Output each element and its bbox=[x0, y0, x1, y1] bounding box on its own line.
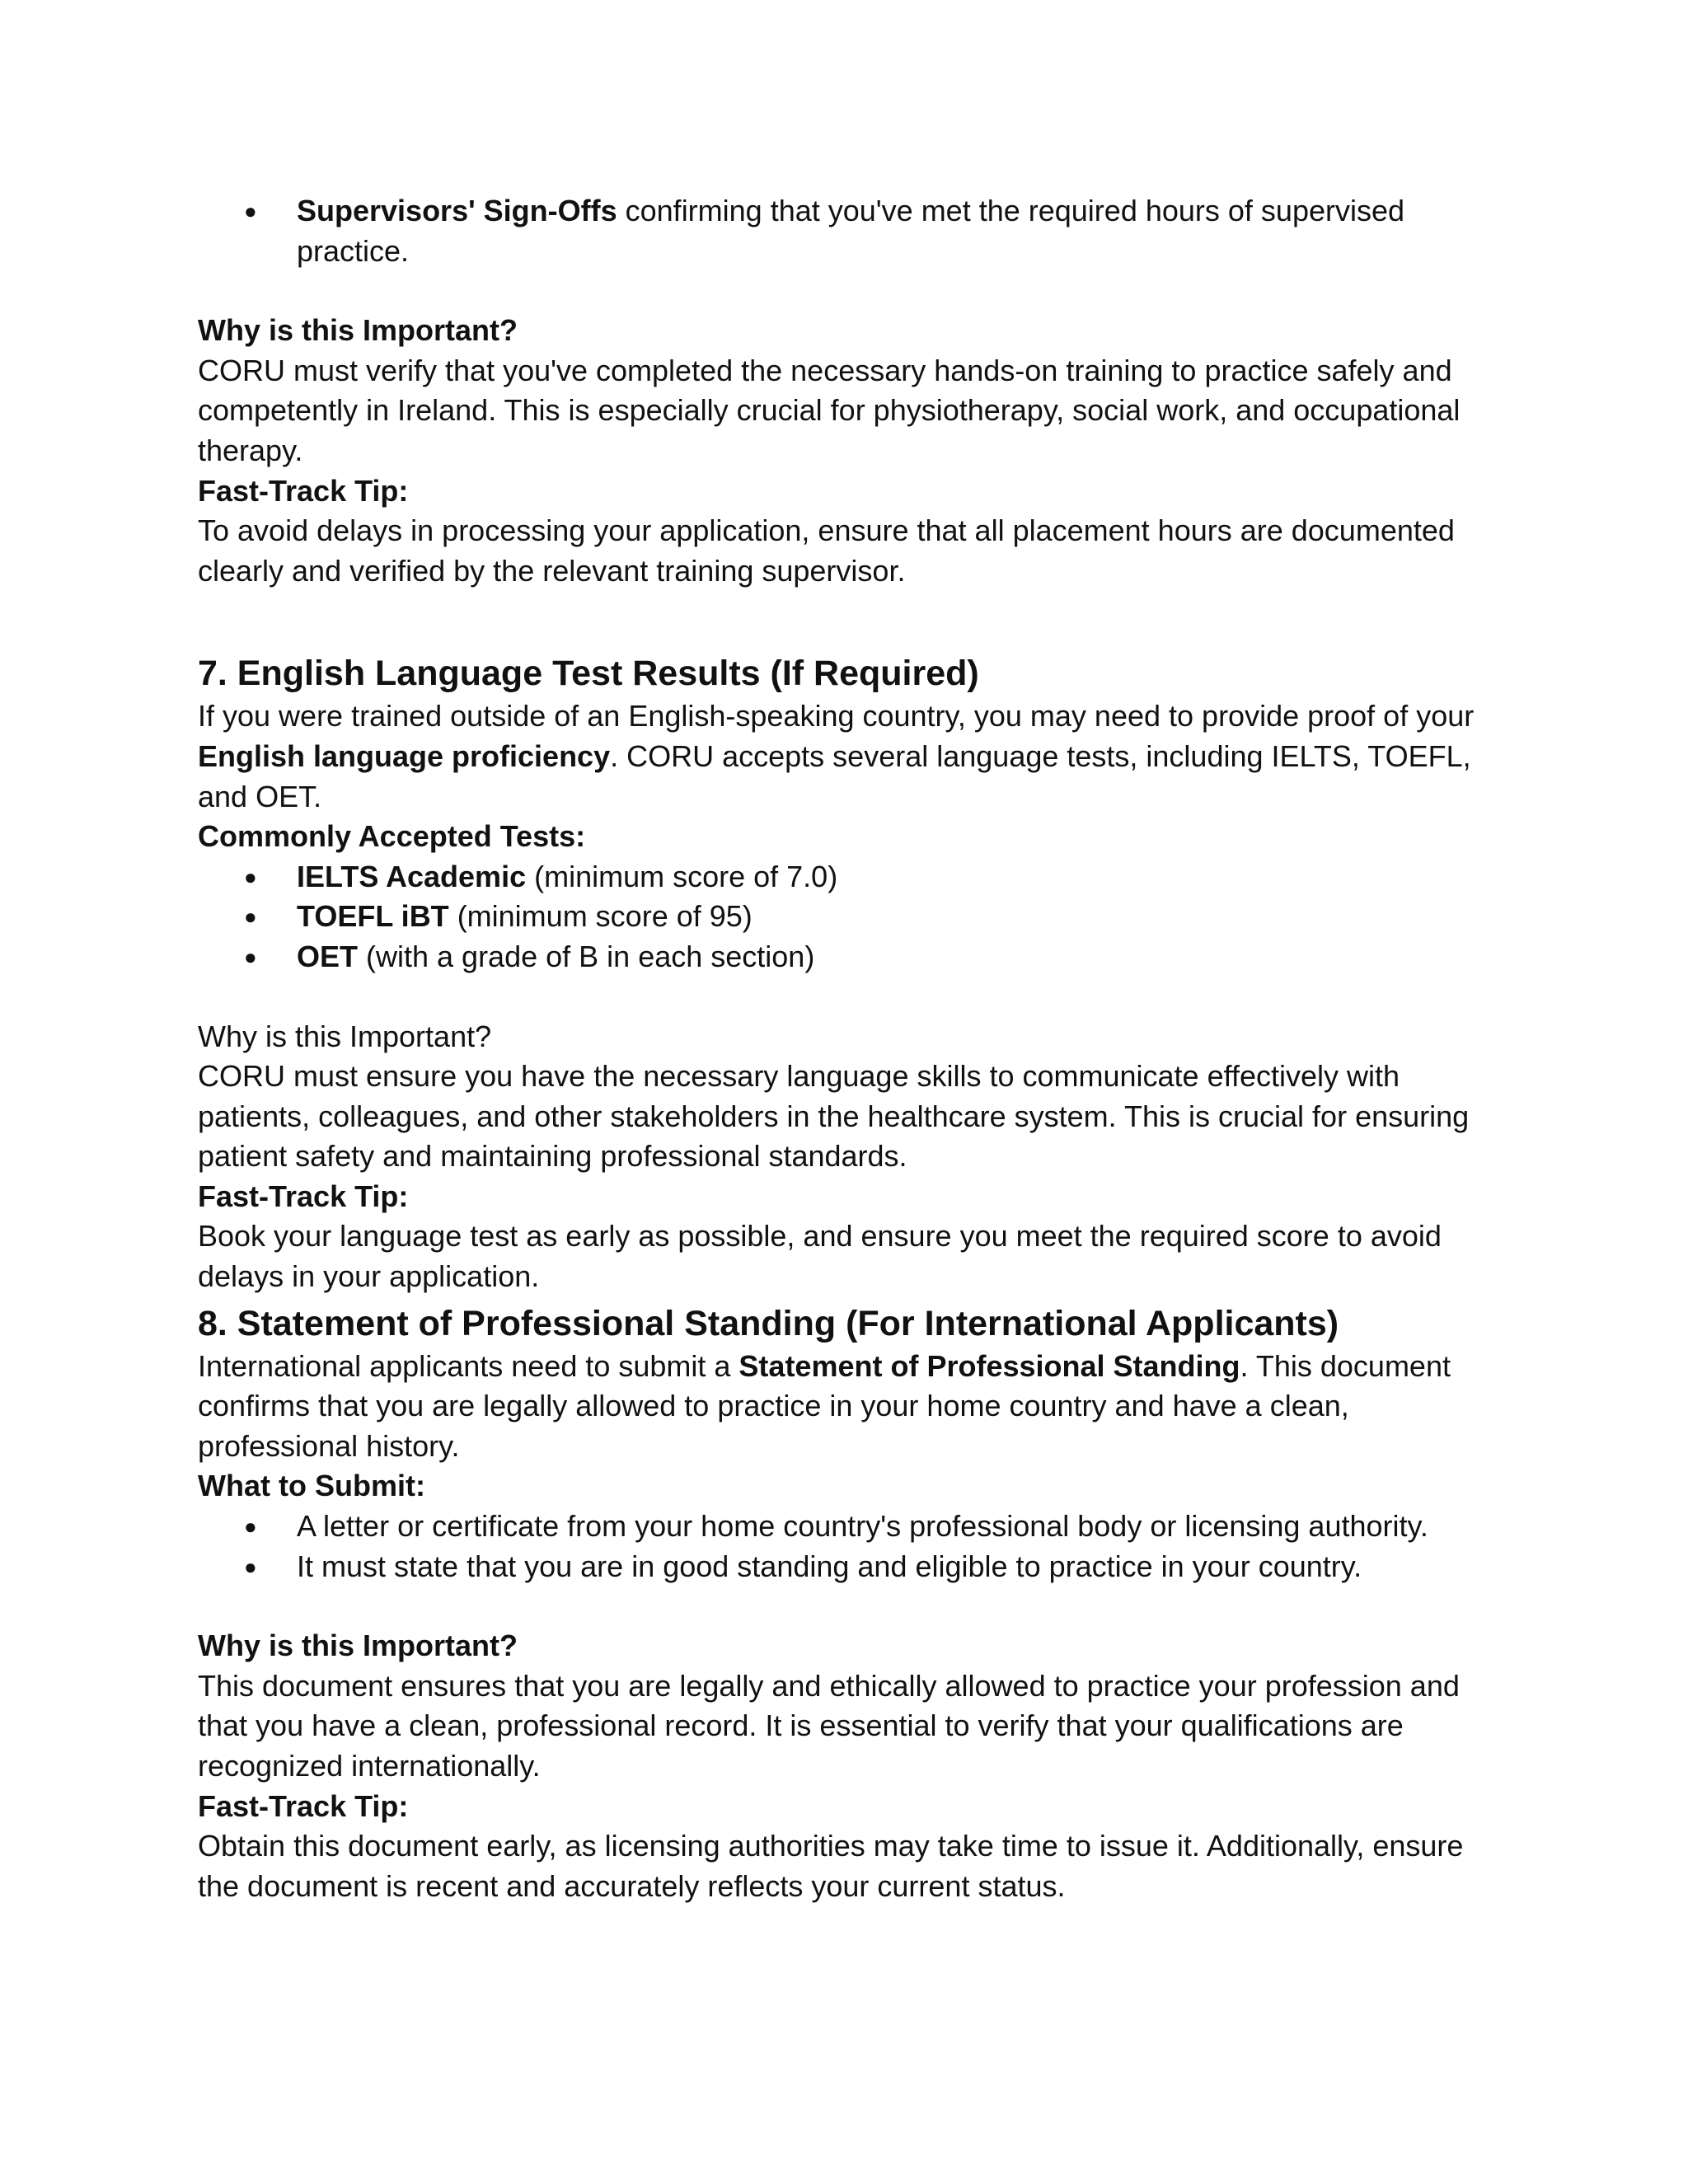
document-page bbox=[198, 191, 1500, 1906]
s6-tip-text: To avoid delays in processing your application, ensure that all placement hours are documented clearly and verified by the relevant training supervisor. bbox=[198, 513, 1455, 588]
s8-tip-heading: Fast-Track Tip: bbox=[198, 1788, 409, 1823]
list-item: ● It must state that you are in good standing and eligible to practice in your country. bbox=[198, 1547, 1500, 1587]
bullet-icon: ● bbox=[244, 199, 257, 223]
s8-tip-text: Obtain this document early, as licensing authorities may take time to issue it. Additionally, ensure the document is recent and accurately reflects your current status. bbox=[198, 1829, 1464, 1903]
section-7-heading: 7. English Language Test Results (If Required) bbox=[198, 654, 979, 694]
s7-why-heading: Why is this Important? bbox=[198, 1019, 492, 1053]
s8-intro: International applicants need to submit a Statement of Professional Standing. This document confirms that you are legally allowed to practice in your home country and have a clean, professional history. bbox=[198, 1348, 1451, 1463]
s6-why-heading: Why is this Important? bbox=[198, 313, 518, 348]
bullet-icon: ● bbox=[244, 1554, 257, 1579]
s7-tests-heading: Commonly Accepted Tests: bbox=[198, 819, 586, 854]
s7-intro: If you were trained outside of an English-speaking country, you may need to provide proof of your English language proficiency. CORU accepts several language tests, including IELTS, TOEFL, and OET. bbox=[198, 699, 1475, 813]
s8-submit-list bbox=[198, 1507, 1500, 1586]
bullet-icon: ● bbox=[244, 944, 257, 969]
s8-why-heading: Why is this Important? bbox=[198, 1629, 518, 1663]
bullet-icon: ● bbox=[244, 1514, 257, 1540]
list-item: ● Supervisors' Sign-Offs confirming that you've met the required hours of supervised practice. bbox=[198, 191, 1500, 271]
list-item: ● IELTS Academic (minimum score of 7.0) bbox=[198, 857, 1500, 898]
list-item: ● TOEFL iBT (minimum score of 95) bbox=[198, 897, 1500, 937]
s8-why-text: This document ensures that you are legally and ethically allowed to practice your profession and that you have a clean, professional record. It is essential to verify that your qualifications are recognized internationally. bbox=[198, 1668, 1460, 1783]
bullet-icon: ● bbox=[244, 904, 257, 930]
list-item: ● A letter or certificate from your home country's professional body or licensing authority. bbox=[198, 1507, 1500, 1547]
s6-tip-heading: Fast-Track Tip: bbox=[198, 473, 409, 508]
bullet-icon: ● bbox=[244, 864, 257, 889]
s7-why-text: CORU must ensure you have the necessary language skills to communicate effectively with patients, colleagues, and other stakeholders in the healthcare system. This is crucial for ensuring patient safety and maintaining professional standards. bbox=[198, 1059, 1470, 1174]
s7-tip-text: Book your language test as early as possible, and ensure you meet the required score to avoid delays in your application. bbox=[198, 1219, 1442, 1294]
bullet-list-top bbox=[198, 191, 1500, 271]
section-8-heading: 8. Statement of Professional Standing (For International Applicants) bbox=[198, 1303, 1339, 1343]
s7-tests-list bbox=[198, 857, 1500, 977]
s7-tip-heading: Fast-Track Tip: bbox=[198, 1179, 409, 1213]
s6-why-text: CORU must verify that you've completed the necessary hands-on training to practice safely and competently in Ireland. This is especially crucial for physiotherapy, social work, and occupational therapy. bbox=[198, 353, 1461, 467]
list-item: ● OET (with a grade of B in each section) bbox=[198, 937, 1500, 977]
s8-submit-heading: What to Submit: bbox=[198, 1469, 425, 1503]
